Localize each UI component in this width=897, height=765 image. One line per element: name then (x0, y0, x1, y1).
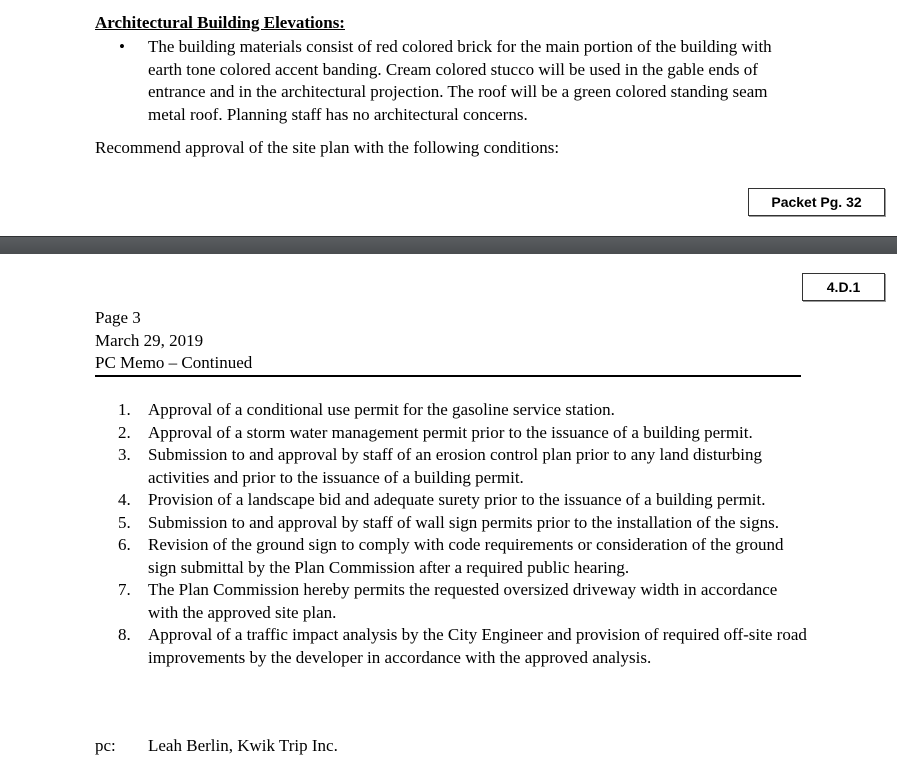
condition-text: Approval of a storm water management permit prior to the issuance of a building permit. (148, 422, 753, 442)
agenda-item-stamp: 4.D.1 (802, 273, 885, 301)
condition-item (118, 489, 808, 512)
recommendation-text: Recommend approval of the site plan with the following conditions: (95, 138, 560, 157)
condition-text: Revision of the ground sign to comply with code requirements or consideration of the ground sign submittal by the Plan Commission after a required public hearing. (148, 535, 784, 577)
condition-number: 7. (118, 580, 131, 599)
condition-number: 6. (118, 535, 131, 554)
condition-text: Submission to and approval by staff of wall sign permits prior to the installation of the signs. (148, 512, 779, 532)
condition-item (118, 444, 808, 489)
page-break-divider (0, 236, 897, 254)
condition-item (118, 512, 808, 535)
packet-page-stamp: Packet Pg. 32 (748, 188, 885, 216)
condition-number: 2. (118, 422, 131, 442)
condition-item (118, 422, 808, 445)
condition-item (118, 579, 808, 624)
condition-text: Provision of a landscape bid and adequate surety prior to the issuance of a building permit. (148, 490, 766, 509)
bullet-paragraph: The building materials consist of red colored brick for the main portion of the building with earth tone colored accent banding. Cream colored stucco will be used in the gable ends of entrance and in the architectural projection. The roof will be a green colored standing seam metal roof. Planning staff has no architectural concerns. (148, 37, 772, 124)
condition-text: Submission to and approval by staff of an erosion control plan prior to any land disturbing activities and prior to the issuance of a building permit. (148, 445, 762, 487)
bullet-marker: • (119, 37, 125, 56)
conditions-list (118, 399, 808, 669)
condition-item (118, 534, 808, 579)
condition-number: 3. (118, 445, 131, 464)
condition-number: 1. (118, 400, 131, 419)
condition-item (118, 624, 808, 669)
condition-text: Approval of a conditional use permit for the gasoline service station. (148, 400, 615, 419)
page-number: Page 3 (95, 308, 141, 327)
condition-text: The Plan Commission hereby permits the requested oversized driveway width in accordance with the approved site plan. (148, 580, 778, 622)
section-heading: Architectural Building Elevations: (95, 13, 345, 32)
condition-number: 8. (118, 625, 131, 644)
cc-recipient: Leah Berlin, Kwik Trip Inc. (148, 736, 338, 755)
memo-date: March 29, 2019 (95, 330, 204, 350)
memo-title: PC Memo – Continued (95, 353, 253, 372)
header-rule (95, 375, 801, 377)
condition-number: 5. (118, 512, 131, 532)
condition-item (118, 399, 808, 422)
cc-label: pc: (95, 736, 116, 755)
condition-number: 4. (118, 490, 131, 509)
page-header (95, 307, 800, 375)
condition-text: Approval of a traffic impact analysis by the City Engineer and provision of required off-site road improvements by the developer in accordance with the approved analysis. (148, 625, 807, 667)
